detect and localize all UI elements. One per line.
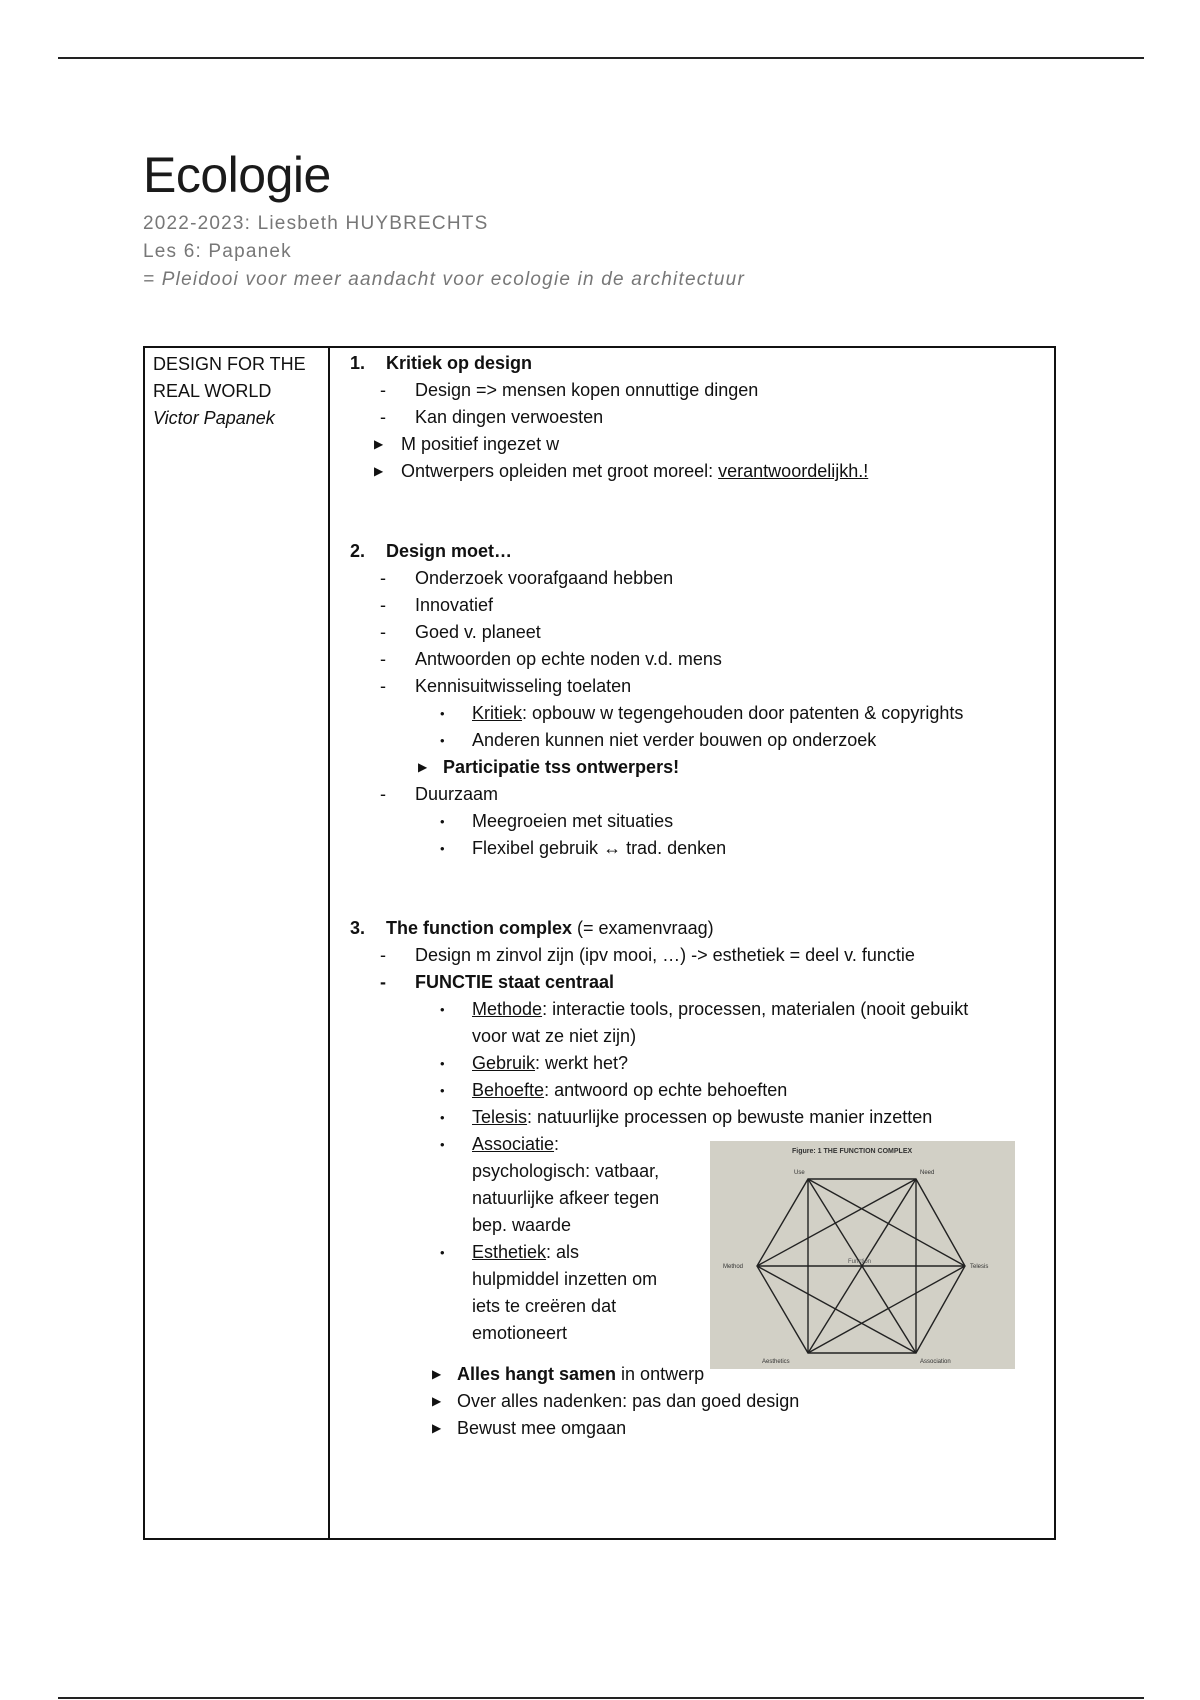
book-title-line-1: DESIGN FOR THE bbox=[153, 354, 306, 374]
bullet-continuation: psychologisch: vatbaar, bbox=[472, 1161, 660, 1181]
page-header bbox=[143, 147, 745, 294]
node-method-label: Method bbox=[723, 1264, 744, 1270]
lesson-subtitle: = Pleidooi voor meer aandacht voor ecologie in de architectuur bbox=[143, 269, 745, 290]
list-item: - Kennisuitwisseling toelaten bbox=[350, 673, 1046, 700]
node-telesis-label: Telesis bbox=[970, 1264, 989, 1270]
list-item: - Design m zinvol zijn (ipv mooi, …) -> esthetiek = deel v. functie bbox=[350, 942, 1046, 969]
section-1-heading: 1. Kritiek op design bbox=[350, 353, 533, 373]
triangle-right-icon: ▶ bbox=[432, 1421, 442, 1435]
list-item: - Goed v. planeet bbox=[350, 619, 1046, 646]
bullet-continuation: hulpmiddel inzetten om bbox=[472, 1269, 658, 1289]
list-item: - Duurzaam bbox=[350, 781, 1046, 808]
bullet-item: • Telesis: natuurlijke processen op bewuste manier inzetten bbox=[350, 1104, 1046, 1131]
page-title: Ecologie bbox=[143, 147, 331, 203]
list-item: - Antwoorden op echte noden v.d. mens bbox=[350, 646, 1046, 673]
bullet-item: • Esthetiek: als bbox=[350, 1239, 1046, 1266]
bullet-item: • Meegroeien met situaties bbox=[350, 808, 1046, 835]
bullet-continuation: natuurlijke afkeer tegen bbox=[472, 1188, 660, 1208]
bullet-item: • Behoefte: antwoord op echte behoeften bbox=[350, 1077, 1046, 1104]
triangle-right-icon: ▶ bbox=[374, 464, 384, 478]
section-3-heading: 3. The function complex (= examenvraag) bbox=[350, 918, 714, 938]
bullet-item: • Gebruik: werkt het? bbox=[350, 1050, 1046, 1077]
hexagon-lines bbox=[757, 1179, 965, 1353]
triangle-right-icon: ▶ bbox=[432, 1394, 442, 1408]
bullet-item: • Anderen kunnen niet verder bouwen op onderzoek bbox=[350, 727, 1046, 754]
bullet-item: • Associatie: bbox=[350, 1131, 1046, 1158]
lesson-label: Les 6: Papanek bbox=[143, 241, 292, 262]
arrow-item: ▶ M positief ingezet w bbox=[350, 431, 1046, 458]
bullet-item: • Methode: interactie tools, processen, materialen (nooit gebuikt bbox=[350, 996, 1046, 1023]
arrow-item: ▶ Over alles nadenken: pas dan goed design bbox=[350, 1388, 1046, 1415]
node-association-label: Association bbox=[920, 1359, 951, 1365]
triangle-right-icon: ▶ bbox=[374, 437, 384, 451]
triangle-right-icon: ▶ bbox=[432, 1367, 442, 1381]
function-complex-diagram bbox=[710, 1141, 1015, 1369]
year-teacher: 2022-2023: Liesbeth HUYBRECHTS bbox=[143, 213, 489, 234]
bullet-continuation: bep. waarde bbox=[472, 1215, 572, 1235]
node-aesthetics-label: Aesthetics bbox=[762, 1359, 790, 1365]
list-item: - Onderzoek voorafgaand hebben bbox=[350, 565, 1046, 592]
bottom-rule bbox=[58, 1697, 1144, 1699]
bullet-continuation: iets te creëren dat bbox=[472, 1296, 617, 1316]
bullet-item: • Flexibel gebruik ↔ trad. denken bbox=[350, 835, 1046, 862]
source-column bbox=[145, 348, 330, 1538]
bullet-continuation: emotioneert bbox=[472, 1323, 568, 1343]
function-complex-figure bbox=[710, 1141, 1015, 1369]
arrow-item: ▶ Ontwerpers opleiden met groot moreel: verantwoordelijkh.! bbox=[350, 458, 1046, 485]
list-item: - Innovatief bbox=[350, 592, 1046, 619]
bullet-continuation: voor wat ze niet zijn) bbox=[472, 1026, 637, 1046]
section-2-heading: 2. Design moet… bbox=[350, 541, 513, 561]
arrow-item: ▶ Bewust mee omgaan bbox=[350, 1415, 1046, 1442]
arrow-item: ▶ Alles hangt samen in ontwerp bbox=[350, 1361, 1046, 1388]
bullet-item: • Kritiek: opbouw w tegengehouden door patenten & copyrights bbox=[350, 700, 1046, 727]
center-function-label: Function bbox=[848, 1259, 872, 1265]
list-item: - Design => mensen kopen onnuttige dingen bbox=[350, 377, 1046, 404]
triangle-right-icon: ▶ bbox=[418, 760, 428, 774]
node-use-label: Use bbox=[794, 1170, 805, 1176]
list-item: - FUNCTIE staat centraal bbox=[350, 969, 1046, 996]
figure-caption: Figure: 1 THE FUNCTION COMPLEX bbox=[792, 1148, 913, 1155]
book-title-line-2: REAL WORLD bbox=[153, 381, 272, 401]
top-rule bbox=[58, 57, 1144, 59]
list-item: - Kan dingen verwoesten bbox=[350, 404, 1046, 431]
node-need-label: Need bbox=[920, 1170, 935, 1176]
arrow-item: ▶ Participatie tss ontwerpers! bbox=[350, 754, 1046, 781]
book-author: Victor Papanek bbox=[153, 408, 275, 428]
